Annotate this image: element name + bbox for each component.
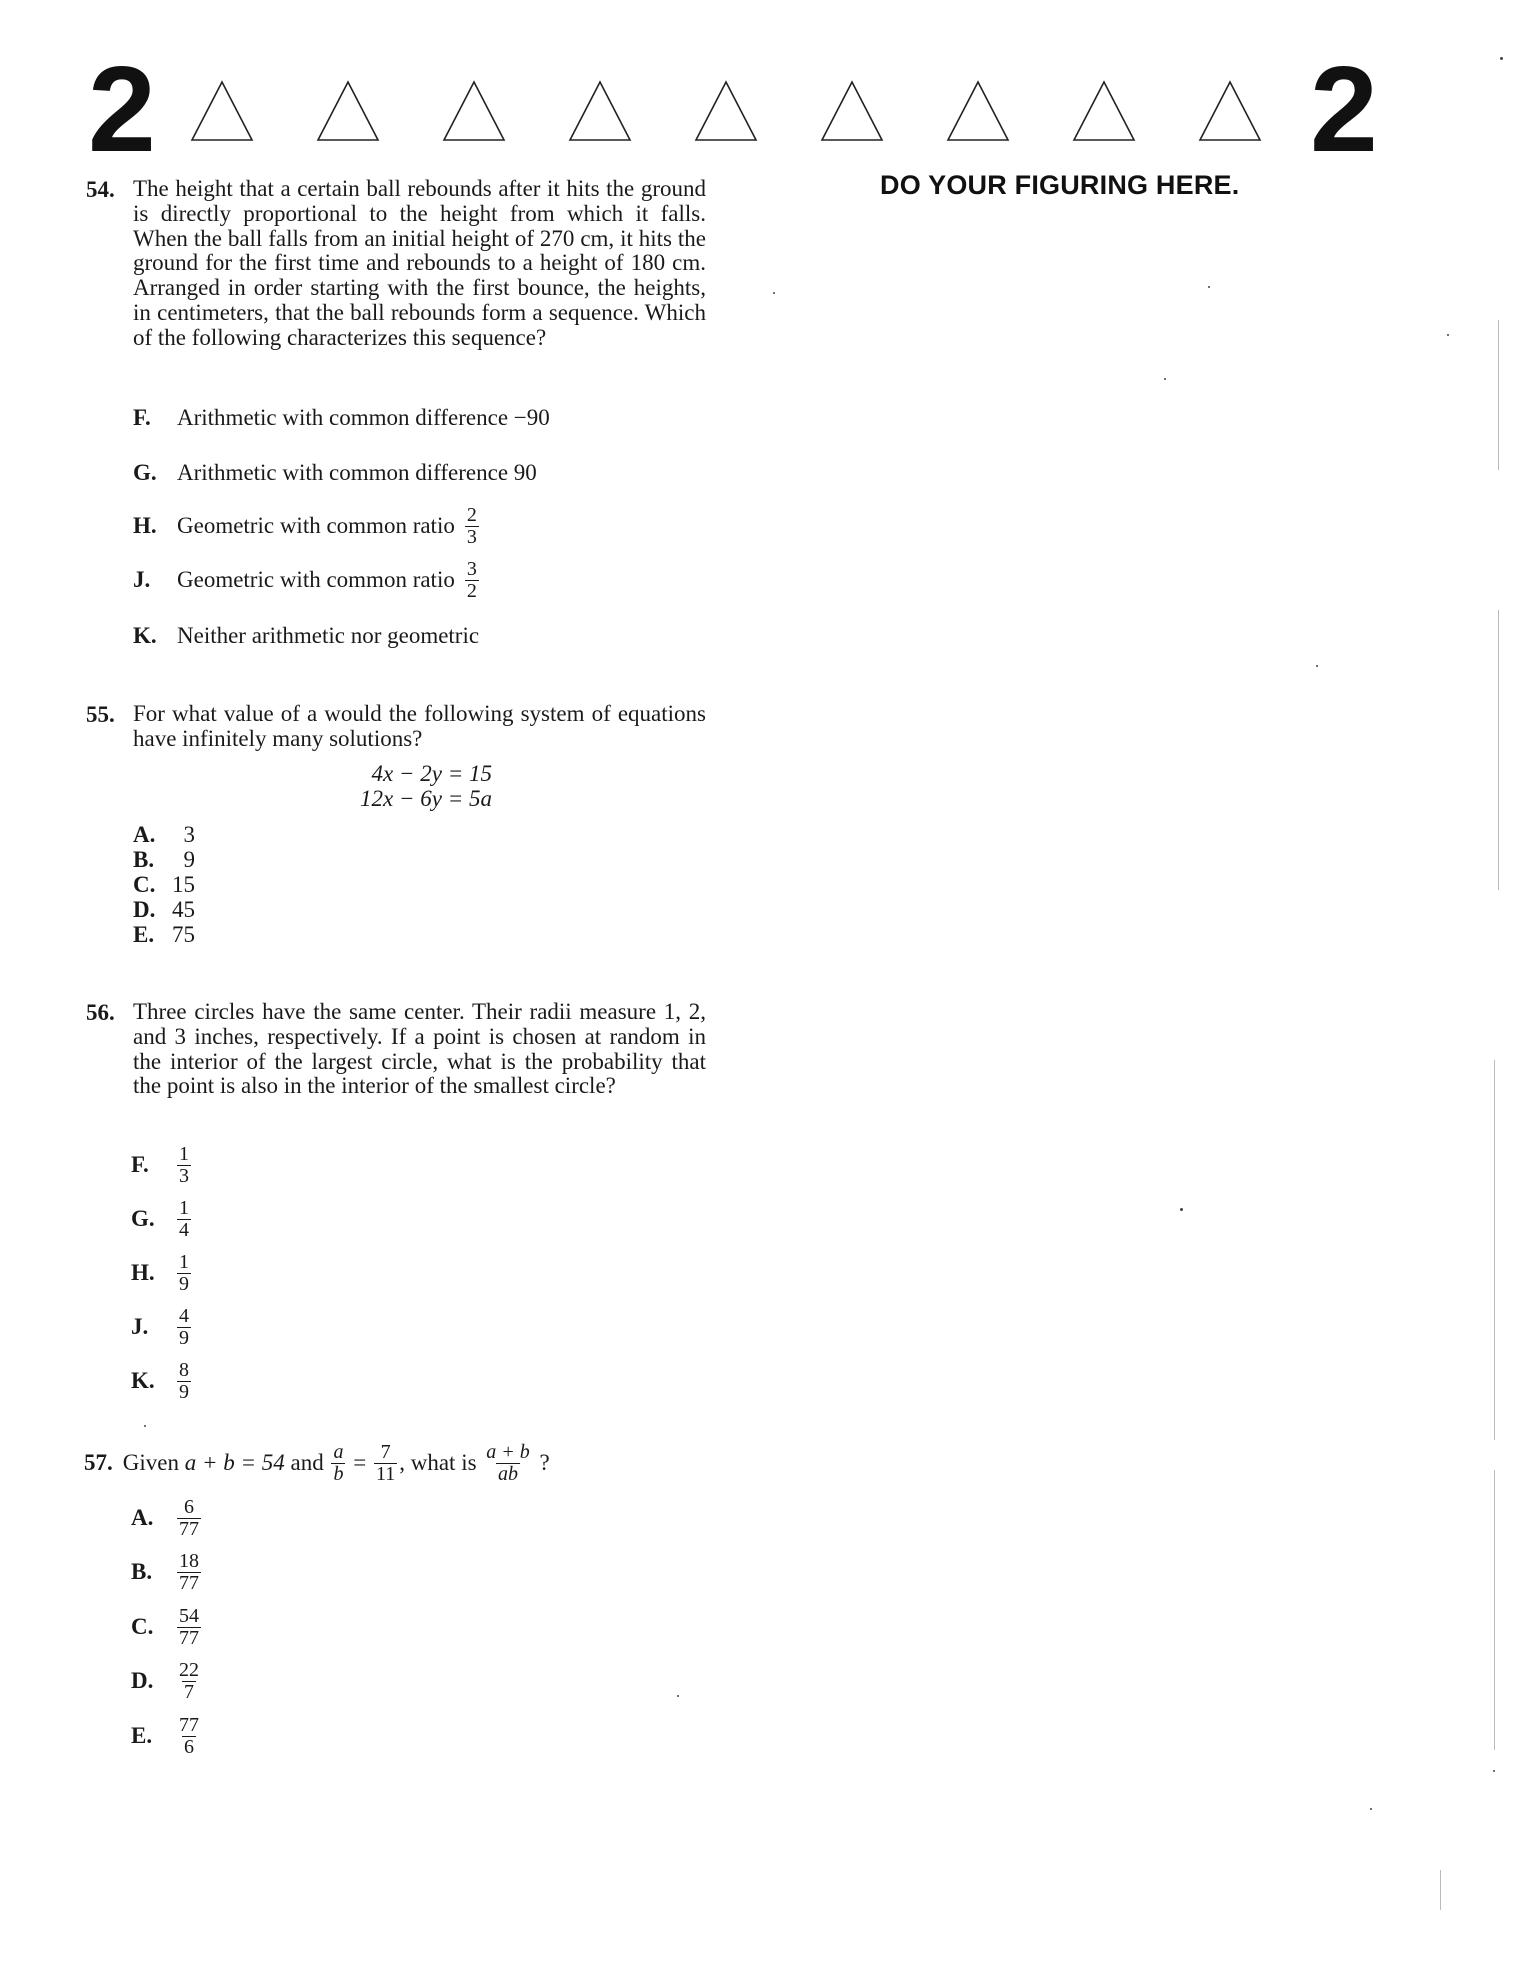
fraction — [177, 1306, 191, 1349]
question-57 — [84, 1440, 550, 1486]
answer-option-56-h[interactable] — [131, 1250, 193, 1295]
answer-option-55-c[interactable] — [133, 872, 195, 897]
option-letter: K. — [133, 623, 157, 648]
section-number-left: 2 — [88, 41, 156, 177]
answer-option-55-a[interactable] — [133, 822, 195, 847]
fraction-denominator: 9 — [179, 1272, 189, 1295]
question-number-57: 57. — [84, 1450, 113, 1475]
question-text-57-prefix: Given — [122, 1450, 179, 1475]
scan-speck — [144, 1425, 146, 1427]
fraction-denominator: 11 — [375, 1462, 396, 1485]
triangle-icon — [568, 80, 632, 142]
option-letter: F. — [133, 405, 151, 430]
option-letter: D. — [131, 1668, 154, 1693]
option-value: 9 — [183, 847, 195, 872]
answer-option-57-e[interactable] — [131, 1713, 203, 1758]
answer-option-54-k[interactable] — [133, 616, 479, 656]
triangle-icon — [1198, 80, 1262, 142]
fraction-numerator: 22 — [179, 1658, 199, 1681]
fraction-denominator: 4 — [179, 1218, 189, 1241]
question-text-54: The height that a certain ball rebounds after it hits the ground is directly proportional to the height from which it falls. When the ball falls from an initial height of 270 cm, it hits the ground for the first time and rebounds to a height of 180 cm. Arranged in order starting with the first bounce, the heights, in centimeters, that the ball rebounds form a sequence. Which of the following characterizes this sequence? — [133, 176, 706, 350]
fraction-denominator: 77 — [179, 1626, 199, 1649]
scan-speck — [1493, 1770, 1495, 1772]
fraction-denominator: b — [333, 1462, 344, 1485]
scan-speck — [1164, 378, 1166, 380]
fraction — [177, 1360, 191, 1403]
scan-speck — [773, 292, 775, 294]
triangle-icon — [946, 80, 1010, 142]
fraction — [177, 1606, 201, 1649]
fraction — [177, 1660, 201, 1703]
fraction-numerator: 8 — [179, 1358, 189, 1381]
scan-speck — [1180, 1208, 1183, 1211]
fraction-denominator: 6 — [184, 1735, 194, 1758]
fraction-numerator: 54 — [179, 1604, 199, 1627]
answer-option-57-b[interactable] — [131, 1549, 203, 1594]
fraction-denominator: ab — [498, 1462, 519, 1485]
fraction — [465, 559, 479, 602]
fraction-denominator: 77 — [179, 1517, 199, 1540]
fraction — [465, 505, 479, 548]
option-value: 3 — [183, 822, 195, 847]
answer-option-54-g[interactable] — [133, 453, 537, 493]
option-letter: B. — [133, 847, 155, 872]
fraction-numerator: 4 — [179, 1304, 189, 1327]
triangle-icon — [694, 80, 758, 142]
what-is-phrase: what is — [410, 1450, 477, 1475]
answer-option-54-j[interactable] — [133, 557, 481, 602]
scan-speck — [1447, 334, 1449, 336]
and-word: and — [290, 1450, 324, 1475]
scan-speck — [1316, 665, 1318, 667]
question-number-56: 56. — [86, 1000, 115, 1025]
scan-margin-line — [1440, 1870, 1441, 1910]
triangle-icon — [316, 80, 380, 142]
answer-option-56-g[interactable] — [131, 1196, 193, 1241]
fraction-numerator: 6 — [184, 1495, 194, 1518]
scan-margin-line — [1498, 320, 1499, 470]
comma: , — [399, 1450, 405, 1475]
scan-margin-line — [1494, 1060, 1495, 1440]
option-text: Arithmetic with common difference 90 — [177, 460, 537, 485]
option-value: 15 — [172, 872, 195, 897]
fraction-denominator: 9 — [179, 1326, 189, 1349]
question-text-55: For what value of a would the following system of equations have infinitely many solutions? — [133, 701, 706, 751]
option-letter: G. — [131, 1206, 155, 1231]
equation-2: 12x − 6y = 5a — [360, 786, 492, 811]
question-number-54: 54. — [86, 177, 115, 202]
fraction — [177, 1198, 191, 1241]
fraction-numerator: 1 — [179, 1142, 189, 1165]
fraction-numerator: 77 — [179, 1713, 199, 1736]
answer-option-56-f[interactable] — [131, 1142, 193, 1187]
equals-sign: = — [353, 1450, 367, 1475]
fraction-numerator: a — [333, 1440, 344, 1463]
answer-option-54-f[interactable] — [133, 398, 550, 438]
option-letter: C. — [131, 1614, 154, 1639]
fraction-a-over-b — [331, 1442, 345, 1485]
fraction-value — [374, 1442, 397, 1485]
scan-speck — [1208, 286, 1210, 288]
answer-option-57-c[interactable] — [131, 1604, 203, 1649]
scan-margin-line — [1498, 610, 1499, 890]
fraction — [177, 1497, 201, 1540]
answer-option-55-d[interactable] — [133, 897, 195, 922]
option-letter: J. — [131, 1314, 149, 1339]
option-letter: K. — [131, 1368, 155, 1393]
fraction-numerator: 3 — [466, 557, 477, 580]
question-text-56: Three circles have the same center. Their radii measure 1, 2, and 3 inches, respectively. If a point is chosen at random in the interior of the largest circle, what is the probability that the point is also in the interior of the smallest circle? — [133, 999, 706, 1099]
scan-speck — [1370, 1808, 1372, 1810]
fraction-denominator: 2 — [466, 579, 477, 602]
answer-option-57-a[interactable] — [131, 1495, 203, 1540]
answer-option-54-h[interactable] — [133, 503, 481, 548]
fraction-denominator: 7 — [184, 1680, 194, 1703]
equation-1: 4x − 2y = 15 — [371, 761, 492, 786]
answer-option-57-d[interactable] — [131, 1658, 203, 1703]
option-letter: A. — [133, 822, 156, 847]
answer-option-55-b[interactable] — [133, 847, 195, 872]
sum-expression: a + b = 54 — [184, 1450, 285, 1475]
fraction-target — [484, 1442, 532, 1485]
fraction-numerator: 1 — [179, 1196, 189, 1219]
answer-option-56-j[interactable] — [131, 1304, 193, 1349]
scan-speck — [677, 1695, 679, 1697]
option-text: Geometric with common ratio — [177, 567, 455, 592]
triangle-icon — [820, 80, 884, 142]
option-text: Arithmetic with common difference −90 — [177, 405, 550, 430]
option-letter: H. — [131, 1260, 155, 1285]
fraction-numerator: 2 — [466, 503, 477, 526]
option-letter: G. — [133, 460, 157, 485]
fraction — [177, 1715, 201, 1758]
option-value: 45 — [172, 897, 195, 922]
triangle-row — [190, 80, 1290, 144]
fraction — [177, 1144, 191, 1187]
section-header — [0, 0, 1529, 177]
triangle-icon — [190, 80, 254, 142]
option-letter: F. — [131, 1152, 149, 1177]
option-letter: H. — [133, 513, 157, 538]
answer-option-55-e[interactable] — [133, 922, 195, 947]
fraction-numerator: a + b — [486, 1440, 530, 1463]
fraction-denominator: 9 — [179, 1380, 189, 1403]
answer-option-56-k[interactable] — [131, 1358, 193, 1403]
fraction-numerator: 18 — [179, 1549, 199, 1572]
option-letter: A. — [131, 1505, 154, 1530]
scan-speck — [1500, 57, 1503, 60]
option-value: 75 — [172, 922, 195, 947]
triangle-icon — [1072, 80, 1136, 142]
triangle-icon — [442, 80, 506, 142]
fraction-numerator: 7 — [380, 1440, 391, 1463]
fraction-denominator: 3 — [179, 1164, 189, 1187]
question-number-55: 55. — [86, 702, 115, 727]
option-letter: J. — [133, 567, 151, 592]
fraction-denominator: 3 — [466, 525, 477, 548]
fraction-denominator: 77 — [179, 1571, 199, 1594]
scan-margin-line — [1494, 1470, 1495, 1750]
option-letter: C. — [133, 872, 156, 897]
option-text: Geometric with common ratio — [177, 513, 455, 538]
fraction — [177, 1252, 191, 1295]
section-number-right: 2 — [1310, 41, 1378, 177]
figuring-label: DO YOUR FIGURING HERE. — [880, 170, 1240, 200]
question-mark: ? — [539, 1450, 550, 1475]
option-text: Neither arithmetic nor geometric — [177, 623, 480, 648]
option-letter: D. — [133, 897, 156, 922]
fraction-numerator: 1 — [179, 1250, 189, 1273]
option-letter: B. — [131, 1559, 153, 1584]
option-letter: E. — [133, 922, 155, 947]
fraction — [177, 1551, 201, 1594]
option-letter: E. — [131, 1723, 153, 1748]
